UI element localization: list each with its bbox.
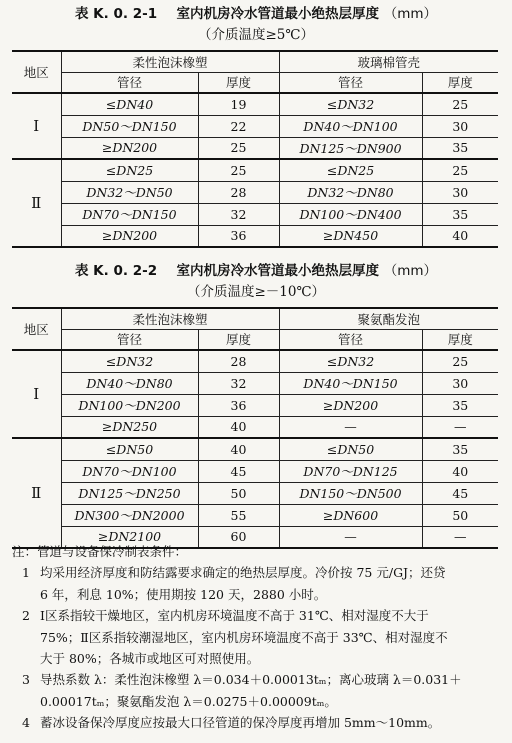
pipe-b-cell: DN100～DN400	[279, 203, 422, 225]
pipe-b-cell: ≤DN32	[279, 350, 422, 372]
notes-heading: 注：管道与设备保冷制表条件：	[12, 544, 188, 559]
thickness-b-cell: 25	[422, 350, 498, 372]
pipe-b-cell: ≥DN600	[279, 504, 422, 526]
thickness-header-b: 厚度	[422, 329, 498, 350]
pipe-header-a: 管径	[61, 329, 198, 350]
material-b-header: 聚氨酯发泡	[279, 308, 498, 329]
thickness-a-cell: 28	[198, 181, 279, 203]
note-item	[12, 669, 506, 712]
table-1-code: 表 K. 0. 2-1	[74, 6, 158, 22]
thickness-header-a: 厚度	[198, 72, 279, 93]
region-cell: Ⅰ	[12, 350, 61, 438]
table-1-title	[0, 2, 512, 22]
table-1-title-text: 室内机房冷水管道最小绝热层厚度	[176, 6, 379, 22]
thickness-b-cell: 30	[422, 372, 498, 394]
pipe-a-cell: ≤DN32	[61, 350, 198, 372]
note-line: Ⅰ区系指较干燥地区，室内机房环境温度不高于 31℃、相对湿度不大于	[40, 608, 429, 624]
pipe-b-cell: ≤DN32	[279, 93, 422, 115]
thickness-a-cell: 40	[198, 438, 279, 460]
note-number: 2	[22, 608, 30, 624]
thickness-a-cell: 32	[198, 372, 279, 394]
note-line: 蓄冰设备保冷厚度应按最大口径管道的保冷厚度再增加 5mm～10mm。	[40, 715, 441, 731]
thickness-b-cell: 30	[422, 115, 498, 137]
table-1-condition: （介质温度≥5℃）	[197, 27, 314, 43]
note-line: 大于 80%；各城市或地区可对照使用。	[40, 651, 260, 667]
table-2	[12, 307, 498, 549]
pipe-a-cell: DN125～DN250	[61, 482, 198, 504]
note-item	[12, 605, 506, 669]
pipe-a-cell: ≥DN200	[61, 137, 198, 159]
note-line: 0.00017tₘ；聚氨酯发泡 λ＝0.0275＋0.00009tₘ。	[40, 693, 337, 709]
note-number: 3	[22, 672, 30, 688]
region-cell: Ⅰ	[12, 93, 61, 159]
pipe-b-cell: DN150～DN500	[279, 482, 422, 504]
thickness-a-cell: 40	[198, 416, 279, 438]
thickness-b-cell: 35	[422, 438, 498, 460]
thickness-b-cell: 35	[422, 137, 498, 159]
pipe-b-cell: —	[279, 526, 422, 548]
thickness-a-cell: 55	[198, 504, 279, 526]
thickness-b-cell: 45	[422, 482, 498, 504]
region-cell: Ⅱ	[12, 159, 61, 247]
table-2-condition: （介质温度≥－10℃）	[186, 284, 326, 300]
pipe-a-cell: ≤DN40	[61, 93, 198, 115]
note-line: 均采用经济厚度和防结露要求确定的绝热层厚度。冷价按 75 元/GJ；还贷	[40, 565, 446, 581]
pipe-a-cell: ≤DN25	[61, 159, 198, 181]
note-line: 导热系数 λ：柔性泡沫橡塑 λ＝0.034＋0.00013tₘ；离心玻璃 λ＝0.031＋	[40, 672, 462, 688]
pipe-a-cell: DN70～DN150	[61, 203, 198, 225]
notes-section	[12, 541, 506, 734]
note-number: 1	[22, 565, 30, 581]
pipe-a-cell: ≥DN250	[61, 416, 198, 438]
pipe-a-cell: DN50～DN150	[61, 115, 198, 137]
thickness-b-cell: 25	[422, 159, 498, 181]
pipe-b-cell: DN40～DN150	[279, 372, 422, 394]
thickness-a-cell: 25	[198, 159, 279, 181]
thickness-a-cell: 36	[198, 394, 279, 416]
thickness-header-b: 厚度	[422, 72, 498, 93]
thickness-b-cell: —	[422, 526, 498, 548]
thickness-b-cell: 35	[422, 394, 498, 416]
table-2-title-text: 室内机房冷水管道最小绝热层厚度	[176, 263, 379, 279]
thickness-b-cell: 30	[422, 181, 498, 203]
thickness-a-cell: 45	[198, 460, 279, 482]
pipe-a-cell: DN32～DN50	[61, 181, 198, 203]
thickness-header-a: 厚度	[198, 329, 279, 350]
pipe-b-cell: DN70～DN125	[279, 460, 422, 482]
material-b-header: 玻璃棉管壳	[279, 51, 498, 72]
thickness-a-cell: 25	[198, 137, 279, 159]
thickness-b-cell: 35	[422, 203, 498, 225]
thickness-a-cell: 60	[198, 526, 279, 548]
thickness-b-cell: 40	[422, 225, 498, 247]
table-2-title	[0, 259, 512, 279]
pipe-a-cell: DN300～DN2000	[61, 504, 198, 526]
thickness-b-cell: —	[422, 416, 498, 438]
region-header: 地区	[12, 51, 61, 93]
pipe-b-cell: DN40～DN100	[279, 115, 422, 137]
note-line: 75%；Ⅱ区系指较潮湿地区，室内机房环境温度不高于 33℃、相对湿度不	[40, 629, 448, 645]
pipe-b-cell: ≤DN50	[279, 438, 422, 460]
region-header: 地区	[12, 308, 61, 350]
pipe-b-cell: —	[279, 416, 422, 438]
table-1-unit: （mm）	[383, 6, 438, 22]
thickness-a-cell: 32	[198, 203, 279, 225]
pipe-a-cell: ≥DN2100	[61, 526, 198, 548]
thickness-b-cell: 25	[422, 93, 498, 115]
thickness-b-cell: 40	[422, 460, 498, 482]
pipe-b-cell: ≥DN450	[279, 225, 422, 247]
pipe-a-cell: DN40～DN80	[61, 372, 198, 394]
table-2-code: 表 K. 0. 2-2	[74, 263, 158, 279]
pipe-b-cell: DN125～DN900	[279, 137, 422, 159]
thickness-a-cell: 36	[198, 225, 279, 247]
note-number: 4	[22, 715, 30, 731]
material-a-header: 柔性泡沫橡塑	[61, 308, 279, 329]
table-2-unit: （mm）	[383, 263, 438, 279]
material-a-header: 柔性泡沫橡塑	[61, 51, 279, 72]
note-item	[12, 712, 506, 733]
pipe-b-cell: DN32～DN80	[279, 181, 422, 203]
thickness-b-cell: 50	[422, 504, 498, 526]
thickness-a-cell: 19	[198, 93, 279, 115]
thickness-a-cell: 22	[198, 115, 279, 137]
pipe-a-cell: ≤DN50	[61, 438, 198, 460]
thickness-a-cell: 50	[198, 482, 279, 504]
pipe-header-b: 管径	[279, 72, 422, 93]
pipe-b-cell: ≤DN25	[279, 159, 422, 181]
pipe-header-a: 管径	[61, 72, 198, 93]
pipe-a-cell: ≥DN200	[61, 225, 198, 247]
region-cell: Ⅱ	[12, 438, 61, 548]
pipe-header-b: 管径	[279, 329, 422, 350]
note-item	[12, 562, 506, 605]
pipe-a-cell: DN70～DN100	[61, 460, 198, 482]
note-line: 6 年，利息 10%；使用期按 120 天，2880 小时。	[40, 586, 327, 602]
pipe-b-cell: ≥DN200	[279, 394, 422, 416]
thickness-a-cell: 28	[198, 350, 279, 372]
pipe-a-cell: DN100～DN200	[61, 394, 198, 416]
table-1	[12, 50, 498, 248]
